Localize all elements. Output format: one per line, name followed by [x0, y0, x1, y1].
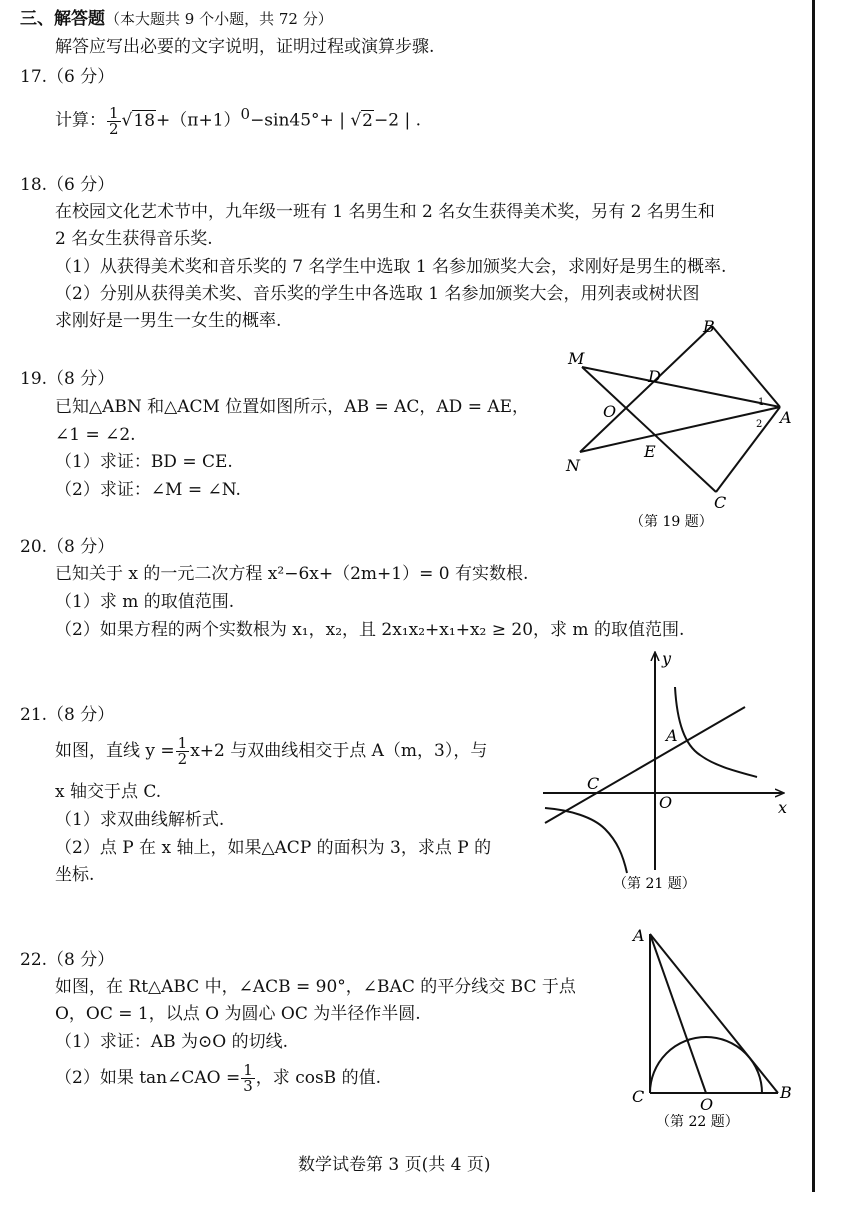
q19-label-D: D	[648, 367, 661, 386]
q21-part-2-cont: 坐标.	[55, 865, 95, 885]
q20-part-1: （1）求 m 的取值范围.	[55, 592, 235, 612]
section-heading: 三、解答题	[20, 9, 105, 29]
q18-number: 18.	[20, 175, 48, 195]
q21-line	[545, 707, 745, 823]
q18-part-2: （2）分别从获得美术奖、音乐奖的学生中各选取 1 名参加颁奖大会，用列表或树状图	[55, 284, 700, 304]
q22-score: （8 分）	[47, 950, 115, 970]
q19-label-angle-1: 1	[758, 397, 765, 408]
q22-figure	[620, 920, 800, 1140]
section-instruction: 解答应写出必要的文字说明，证明过程或演算步骤.	[55, 37, 435, 57]
q19-label-N: N	[566, 456, 580, 475]
q22-frac-den: 3	[243, 1077, 253, 1095]
q21-line-1a: 如图，直线 y =	[55, 741, 175, 761]
q22-line-1: 如图，在 Rt△ABC 中，∠ACB = 90°，∠BAC 的平分线交 BC 于点	[55, 977, 576, 997]
q20-line-1: 已知关于 x 的一元二次方程 x²−6x+（2m+1）= 0 有实数根.	[55, 564, 529, 584]
q19-caption: （第 19 题）	[630, 514, 713, 530]
q22-part-2	[55, 1063, 381, 1094]
q19-number: 19.	[20, 369, 48, 389]
q19-label-M: M	[568, 349, 585, 368]
q20-number: 20.	[20, 537, 48, 557]
q22-number: 22.	[20, 950, 48, 970]
q17-score: （6 分）	[47, 67, 115, 87]
q22-label-C: C	[632, 1087, 645, 1106]
q21-frac-den: 2	[177, 750, 188, 768]
q17-lead: 计算：	[55, 110, 106, 131]
q22-header	[20, 950, 114, 970]
section-note: （本大题共 9 个小题，共 72 分）	[105, 10, 333, 28]
q17-frac-num: 1	[109, 103, 119, 122]
q21-label-y: y	[662, 649, 672, 668]
q21-part-2: （2）点 P 在 x 轴上，如果△ACP 的面积为 3，求点 P 的	[55, 838, 492, 858]
q17-radicand-1: 18	[133, 110, 156, 131]
q21-line-1b: x+2 与双曲线相交于点 A（m，3），与	[190, 741, 488, 761]
q19-label-C: C	[714, 493, 727, 512]
q17-exponent: 0	[240, 105, 251, 123]
q22-segment-AO	[650, 934, 706, 1093]
q22-label-O: O	[700, 1095, 714, 1114]
q21-fraction	[176, 736, 190, 767]
q19-figure	[540, 310, 810, 535]
q17-header	[20, 67, 114, 87]
page-footer: 数学试卷第 3 页(共 4 页)	[298, 1155, 491, 1175]
q21-header	[20, 705, 114, 725]
q21-number: 21.	[20, 705, 48, 725]
q19-label-angle-2: 2	[756, 419, 763, 430]
q21-part-1: （1）求双曲线解析式.	[55, 810, 225, 830]
q21-line-1	[55, 736, 487, 767]
q21-label-A: A	[666, 726, 678, 745]
q17-expression	[55, 99, 421, 137]
q21-caption: （第 21 题）	[613, 876, 696, 892]
q19-label-E: E	[644, 442, 656, 461]
q17-number: 17.	[20, 67, 48, 87]
q22-fraction	[241, 1063, 255, 1094]
q20-header	[20, 537, 114, 557]
q19-line-1: 已知△ABN 和△ACM 位置如图所示，AB = AC，AD = AE，	[55, 397, 530, 417]
q19-part-2: （2）求证：∠M = ∠N.	[55, 480, 241, 500]
q21-label-O: O	[659, 793, 673, 812]
q22-segment-AB	[650, 934, 778, 1093]
q21-score: （8 分）	[47, 705, 115, 725]
q19-line-2: ∠1 = ∠2.	[55, 425, 136, 445]
q18-header	[20, 175, 114, 195]
q22-caption: （第 22 题）	[656, 1114, 739, 1130]
q18-score: （6 分）	[47, 175, 115, 195]
q19-part-1: （1）求证：BD = CE.	[55, 452, 233, 472]
q22-semicircle	[650, 1037, 762, 1093]
q22-part-2b: ，求 cosB 的值.	[255, 1068, 381, 1088]
q22-part-1: （1）求证：AB 为⊙O 的切线.	[55, 1032, 288, 1052]
q18-part-2-cont: 求刚好是一男生一女生的概率.	[55, 311, 282, 331]
q17-radical-sign-2: √	[350, 110, 362, 131]
section-header	[20, 9, 333, 29]
q17-tail-1: −sin45°+ |	[250, 110, 351, 131]
q18-line-1: 在校园文化艺术节中，九年级一班有 1 名男生和 2 名女生获得美术奖，另有 2 名男生和	[55, 202, 715, 222]
q17-tail-2: −2 | .	[374, 110, 421, 131]
q21-label-x: x	[778, 798, 788, 817]
q21-hyperbola-branch-2	[545, 808, 627, 873]
q22-label-B: B	[780, 1083, 792, 1102]
q19-header	[20, 369, 114, 389]
q17-radical-sign: √	[121, 110, 133, 131]
page-right-border	[812, 0, 815, 1192]
q21-figure	[535, 645, 810, 895]
q22-line-2: O，OC = 1，以点 O 为圆心 OC 为半径作半圆.	[55, 1004, 421, 1024]
q21-line-2: x 轴交于点 C.	[55, 782, 162, 802]
q17-fraction	[107, 103, 121, 138]
q17-frac-den: 2	[109, 119, 119, 138]
q19-label-A: A	[780, 408, 792, 427]
q20-score: （8 分）	[47, 537, 115, 557]
q20-part-2: （2）如果方程的两个实数根为 x₁，x₂，且 2x₁x₂+x₁+x₂ ≥ 20，求 m 的取值范围.	[55, 620, 685, 640]
q21-label-C: C	[587, 774, 600, 793]
q17-mid: +（π+1）	[156, 110, 241, 131]
q18-part-1: （1）从获得美术奖和音乐奖的 7 名学生中选取 1 名参加颁奖大会，求刚好是男生的概率.	[55, 257, 727, 277]
q18-line-2: 2 名女生获得音乐奖.	[55, 229, 213, 249]
q22-frac-num: 1	[243, 1061, 253, 1079]
q21-hyperbola-branch-1	[675, 687, 757, 777]
q19-score: （8 分）	[47, 369, 115, 389]
q19-label-O: O	[603, 402, 617, 421]
q19-label-B: B	[703, 317, 715, 336]
q22-label-A: A	[633, 926, 645, 945]
q22-part-2a: （2）如果 tan∠CAO =	[55, 1068, 241, 1088]
q17-radicand-2: 2	[362, 110, 373, 131]
q21-frac-num: 1	[177, 734, 188, 752]
